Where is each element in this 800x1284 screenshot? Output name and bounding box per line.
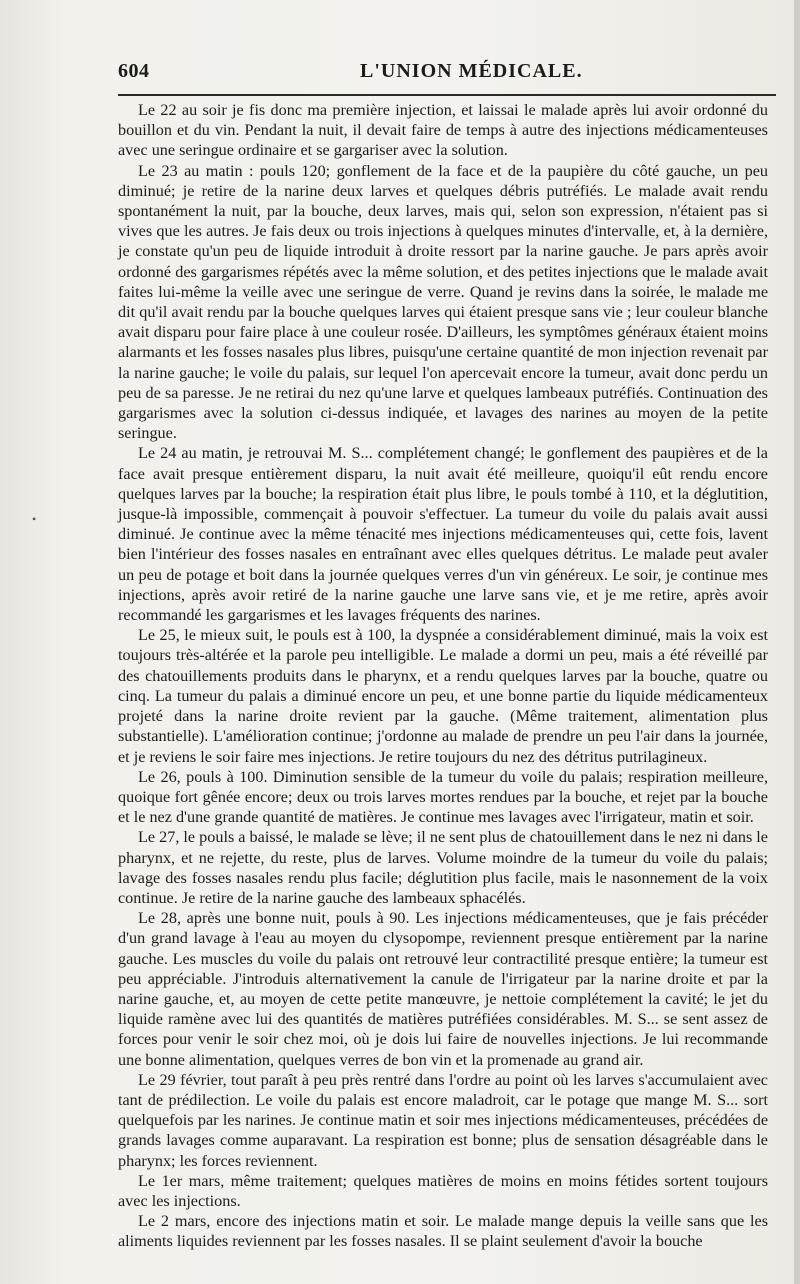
- margin-mark: •: [32, 512, 37, 526]
- paragraph-29-fevrier: Le 29 février, tout paraît à peu près rentré dans l'ordre au point où les larves s'accumulaient avec tant de prédilection. Le voile du palais est encore maladroit, car le potage que mange M. S... sort quelquefois par les narines. Je continue matin et soir mes injections médicamenteuses, précédées de grands lavages comme auparavant. La respiration est bonne; plus de sensation désagréable dans le pharynx; les forces reviennent.: [118, 1070, 768, 1170]
- page-number: 604: [118, 60, 150, 82]
- page-edge-shadow: [794, 0, 800, 1284]
- paragraph-24: Le 24 au matin, je retrouvai M. S... complétement changé; le gonflement des paupières et de la face avait presque entièrement disparu, la nuit avait été meilleure, quoiqu'il eût rendu encore quelques larves par la bouche; la respiration était plus libre, le pouls tombé à 110, et la déglutition, jusque-là impossible, commençait à pouvoir s'effectuer. La tumeur du voile du palais avait aussi diminué. Je continue avec la même ténacité mes injections médicamenteuses qui, cette fois, lavent bien l'intérieur des fosses nasales en entraînant avec elles quelques détritus. Le malade peut avaler un peu de potage et boit dans la journée quelques verres d'un vin généreux. Le soir, je continue mes injections, après avoir retiré de la narine gauche une larve sans vie, et je me retire, après avoir recommandé les gargarismes et les lavages fréquents des narines.: [118, 444, 768, 625]
- paragraph-23: Le 23 au matin : pouls 120; gonflement de la face et de la paupière du côté gauche, un peu diminué; je retire de la narine deux larves et quelques débris putréfiés. Le malade avait rendu spontanément la nuit, par la bouche, deux larves, mais qui, selon son expression, n'étaient pas si vives que les autres. Je fais deux ou trois injections à quelques minutes d'intervalle, et, à la dernière, je constate qu'un peu de liquide introduit à droite ressort par la narine gauche. Je pars après avoir ordonné des gargarismes répétés avec la même solution, et des petites injections que le malade avait faites lui-même la veille avec une seringue de verre. Quand je revins dans la soirée, le malade me dit qu'il avait rendu par la bouche quelques larves qui étaient presque sans vie ; leur couleur blanche avait disparu pour faire place à une couleur rosée. D'ailleurs, les symptômes généraux étaient moins alarmants et les fosses nasales plus libres, puisqu'une certaine quantité de mon injection revenait par la narine gauche; le voile du palais, sur lequel l'on apercevait encore la tumeur, avait donc perdu un peu de sa paresse. Je ne retirai du nez qu'une larve et quelques lambeaux putréfiés. Continuation des gargarismes avec la solution ci-dessus indiquée, et lavages des narines au moyen de la petite seringue.: [118, 161, 768, 443]
- page-header: [118, 60, 768, 90]
- paragraph-22: Le 22 au soir je fis donc ma première injection, et laissai le malade après lui avoir ordonné du bouillon et du vin. Pendant la nuit, il devait faire de temps à autre des injections médicamenteuses avec une seringue ordinaire et se gargariser avec la solution.: [118, 101, 768, 160]
- paragraph-1-mars: Le 1er mars, même traitement; quelques matières de moins en moins fétides sortent toujours avec les injections.: [118, 1171, 768, 1210]
- paragraph-28: Le 28, après une bonne nuit, pouls à 90. Les injections médicamenteuses, que je fais précéder d'un grand lavage à l'eau au moyen du clysopompe, reviennent presque entièrement par la narine gauche. Les muscles du voile du palais ont retrouvé leur contractilité presque entière; la tumeur est peu appréciable. J'introduis alternativement la canule de l'irrigateur par la narine droite et par la narine gauche, et, au moyen de cette petite manœuvre, je nettoie complétement la cavité; le jet du liquide ramène avec lui des quantités de matières putréfiées considérables. M. S... se sent assez de forces pour venir le soir chez moi, où je dois lui faire de nouvelles injections. Je lui recommande une bonne alimentation, quelques verres de bon vin et la promenade au grand air.: [118, 909, 768, 1069]
- paragraph-26: Le 26, pouls à 100. Diminution sensible de la tumeur du voile du palais; respiration meilleure, quoique fort gênée encore; deux ou trois larves mortes rendues par la bouche, et rejet par la bouche et le nez d'une grande quantité de matières. Je continue mes lavages avec l'irrigateur, matin et soir.: [118, 767, 768, 827]
- article-body: [118, 100, 768, 1252]
- running-title: L'UNION MÉDICALE.: [360, 60, 583, 82]
- paragraph-2-mars: Le 2 mars, encore des injections matin et soir. Le malade mange depuis la veille sans que les aliments liquides reviennent par les fosses nasales. Il se plaint seulement d'avoir la bouche: [118, 1212, 768, 1251]
- paragraph-27: Le 27, le pouls a baissé, le malade se lève; il ne sent plus de chatouillement dans le nez ni dans le pharynx, et ne rejette, du reste, plus de larves. Volume moindre de la tumeur du voile du palais; lavage des fosses nasales rendu plus facile; déglutition plus facile, mais le nasonnement de la voix continue. Je retire de la narine gauche des lambeaux sphacélés.: [118, 828, 768, 907]
- header-rule: [118, 94, 776, 96]
- paragraph-25: Le 25, le mieux suit, le pouls est à 100, la dyspnée a considérablement diminué, mais la voix est toujours très-altérée et la parole peu intelligible. Le malade a dormi un peu, mais a été réveillé par des chatouillements produits dans le pharynx, et a rendu quelques larves par la bouche, quatre ou cinq. La tumeur du palais a diminué encore un peu, et une bonne partie du liquide médicamenteux projeté dans la narine droite revient par la gauche. (Même traitement, alimentation plus substantielle). L'amélioration continue; j'ordonne au malade de prendre un peu l'air dans la journée, et je reviens le soir faire mes injections. Je retire toujours du nez des détritus putrilagineux.: [118, 626, 768, 766]
